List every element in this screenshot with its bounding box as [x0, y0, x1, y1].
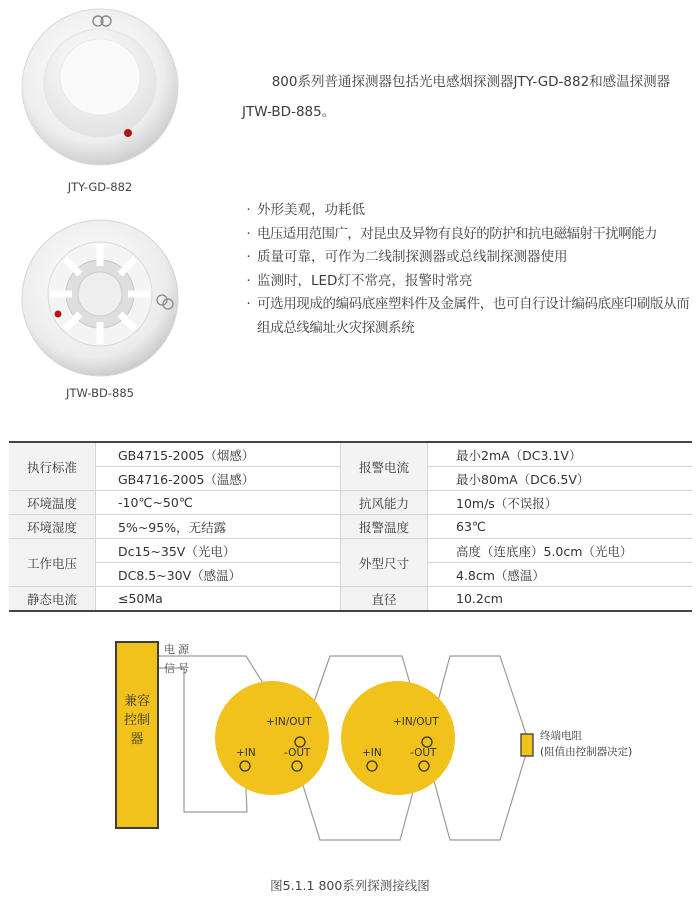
feature-item — [240, 270, 696, 294]
spec-key: 环境湿度 — [9, 515, 96, 539]
feature-item — [240, 293, 696, 340]
resistor-note: (阻值由控制器决定) — [540, 746, 633, 758]
power-label: 电源 — [164, 643, 192, 656]
spec-value: GB4715-2005（烟感） — [96, 442, 341, 467]
terminal-inout — [422, 737, 432, 747]
table-row — [9, 442, 692, 467]
feature-item — [240, 199, 696, 223]
terminal-out — [292, 761, 302, 771]
terminal-inout-label: +IN/OUT — [393, 716, 439, 728]
spec-value: 5%~95%，无结露 — [96, 515, 341, 539]
terminal-inout-label: +IN/OUT — [266, 716, 312, 728]
spec-key: 抗风能力 — [341, 491, 428, 515]
feature-text: 监测时，LED灯不常亮，报警时常亮 — [257, 272, 473, 289]
detector-2-base — [341, 681, 455, 795]
feature-text: 质量可靠，可作为二线制探测器或总线制探测器使用 — [257, 249, 568, 265]
spec-value: 高度（连底座）5.0cm（光电） — [428, 539, 693, 563]
terminal-out-label: -OUT — [410, 747, 437, 759]
spec-value: 10m/s（不误报） — [428, 491, 693, 515]
spec-value: GB4716-2005（温感） — [96, 467, 341, 491]
terminal-in — [240, 761, 250, 771]
intro-paragraph: 800系列普通探测器包括光电感烟探测器JTY-GD-882和感温探测器JTW-BD-885。 — [242, 74, 671, 120]
terminal-out — [419, 761, 429, 771]
feature-text: 外形美观，功耗低 — [257, 202, 365, 218]
feature-item — [240, 246, 696, 270]
terminal-in-label: +IN — [362, 747, 382, 759]
table-row — [9, 539, 692, 563]
spec-key: 工作电压 — [9, 539, 96, 587]
feature-item — [240, 223, 696, 247]
spec-table — [9, 441, 692, 612]
table-row — [9, 515, 692, 539]
detector-1-base — [215, 681, 329, 795]
bullet: · — [246, 296, 251, 312]
feature-list — [240, 199, 696, 340]
spec-value: 63℃ — [428, 515, 693, 539]
spec-value: 4.8cm（感温） — [428, 563, 693, 587]
spec-key: 静态电流 — [9, 587, 96, 612]
spec-key: 执行标准 — [9, 442, 96, 491]
figure-caption: 图5.1.1 800系列探测接线图 — [270, 878, 430, 893]
spec-key: 外型尺寸 — [341, 539, 428, 587]
resistor-label: 终端电阻 — [540, 730, 582, 742]
spec-key: 直径 — [341, 587, 428, 612]
bullet: · — [246, 272, 251, 289]
terminal-in — [367, 761, 377, 771]
smoke-detector-image — [20, 5, 180, 175]
bullet: · — [246, 202, 251, 218]
spec-value: DC8.5~30V（感温） — [96, 563, 341, 587]
spec-value: Dc15~35V（光电） — [96, 539, 341, 563]
bullet: · — [246, 225, 251, 242]
controller-label: 兼容控制器 — [124, 694, 151, 747]
table-row — [9, 491, 692, 515]
smoke-detector-model-caption: JTY-GD-882 — [67, 180, 133, 194]
terminal-resistor — [521, 734, 533, 756]
terminal-in-label: +IN — [236, 747, 256, 759]
feature-text: 电压适用范围广，对昆虫及异物有良好的防护和抗电磁辐射干扰啊能力 — [257, 225, 657, 242]
spec-value: ≤50Ma — [96, 587, 341, 612]
signal-label: 信号 — [164, 662, 192, 675]
terminal-out-label: -OUT — [284, 747, 311, 759]
spec-value: 10.2cm — [428, 587, 693, 612]
terminal-inout — [295, 737, 305, 747]
spec-value: 最小2mA（DC3.1V） — [428, 442, 693, 467]
heat-detector-image — [20, 218, 180, 380]
spec-key: 报警电流 — [341, 442, 428, 491]
bullet: · — [246, 249, 251, 265]
heat-detector-model-caption: JTW-BD-885 — [66, 386, 134, 400]
feature-text: 可选用现成的编码底座塑料件及金属件，也可自行设计编码底座印刷版从而组成总线编址火灾探测系统 — [257, 296, 690, 336]
spec-key: 报警温度 — [341, 515, 428, 539]
table-row — [9, 587, 692, 612]
spec-key: 环境温度 — [9, 491, 96, 515]
spec-value: 最小80mA（DC6.5V） — [428, 467, 693, 491]
spec-value: -10℃~50℃ — [96, 491, 341, 515]
